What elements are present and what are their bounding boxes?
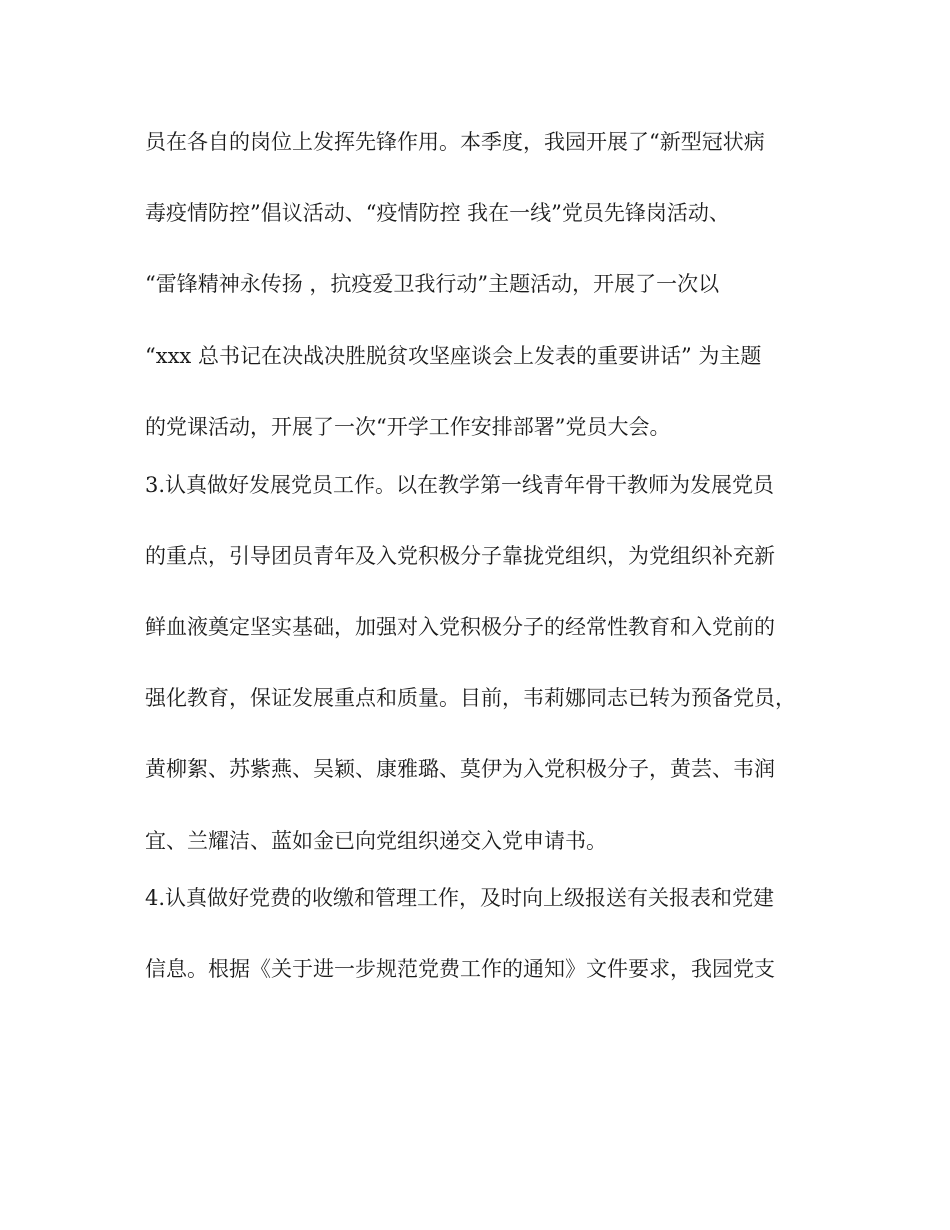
paragraph-line: 黄柳絮、苏紫燕、吴颖、康雅璐、莫伊为入党积极分子，黄芸、韦润: [145, 757, 775, 781]
paragraph-line: “雷锋精神永传扬 ，抗疫爱卫我行动”主题活动，开展了一次以: [145, 272, 720, 296]
paragraph-line: 3.认真做好发展党员工作。以在教学第一线青年骨干教师为发展党员: [145, 473, 775, 497]
paragraph-line: 员在各自的岗位上发挥先锋作用。本季度，我园开展了“新型冠状病: [145, 130, 765, 154]
paragraph-line: 强化教育，保证发展重点和质量。目前，韦莉娜同志已转为预备党员，: [145, 686, 796, 710]
paragraph-line: 的重点，引导团员青年及入党积极分子靠拢党组织，为党组织补充新: [145, 544, 775, 568]
paragraph-line: 4.认真做好党费的收缴和管理工作，及时向上级报送有关报表和党建: [145, 886, 775, 910]
paragraph-line: 宜、兰耀洁、蓝如金已向党组织递交入党申请书。: [145, 829, 607, 853]
paragraph-line: 的党课活动，开展了一次“开学工作安排部署”党员大会。: [145, 415, 671, 439]
paragraph-line: “xxx 总书记在决战决胜脱贫攻坚座谈会上发表的重要讲话” 为主题: [145, 344, 762, 368]
paragraph-line: 鲜血液奠定坚实基础，加强对入党积极分子的经常性教育和入党前的: [145, 615, 775, 639]
paragraph-line: 毒疫情防控”倡议活动、“疫情防控 我在一线”党员先锋岗活动、: [145, 201, 730, 225]
paragraph-line: 信息。根据《关于进一步规范党费工作的通知》文件要求，我园党支: [145, 957, 775, 981]
